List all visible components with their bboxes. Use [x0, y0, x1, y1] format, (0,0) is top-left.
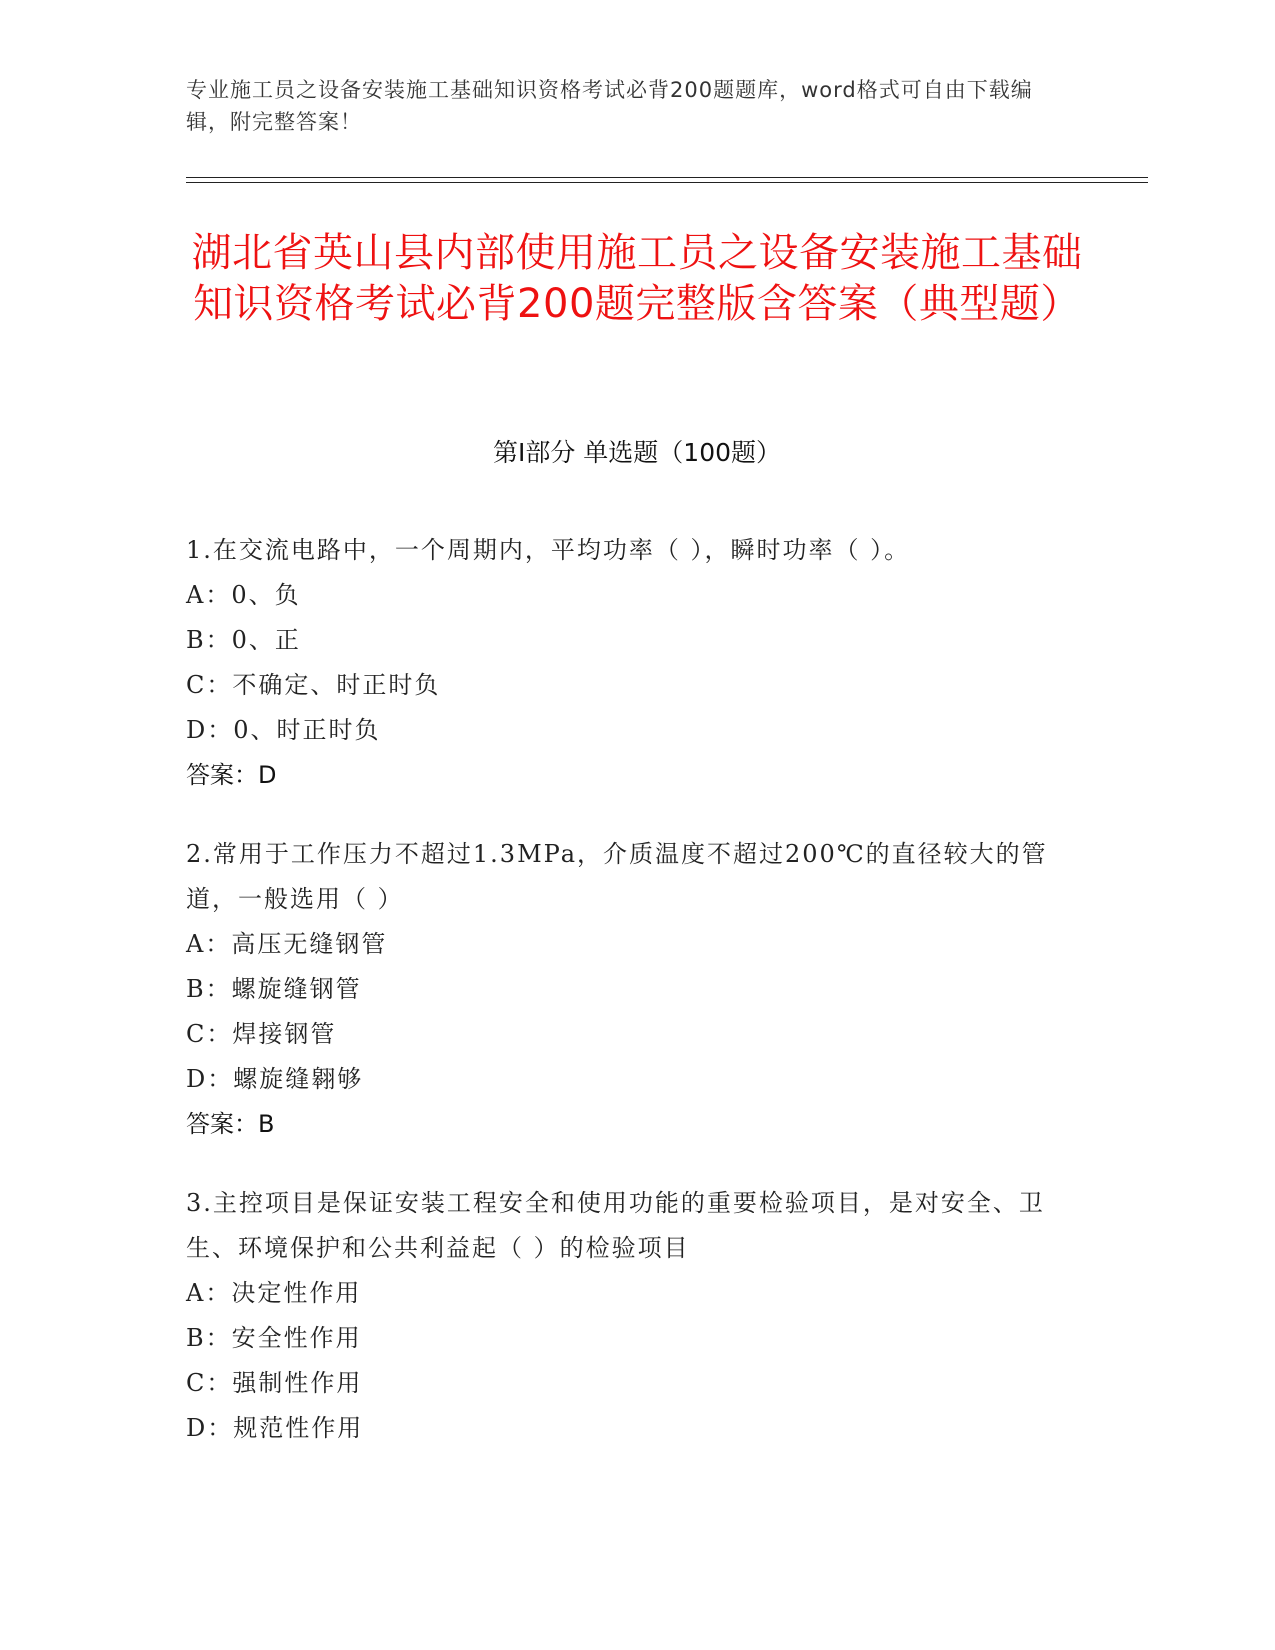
option-c: C：不确定、时正时负 — [186, 671, 441, 699]
section-title: 第I部分 单选题（100题） — [492, 438, 782, 467]
answer: 答案：B — [186, 1110, 275, 1138]
option-b: B：螺旋缝钢管 — [186, 975, 362, 1003]
header-note: 专业施工员之设备安装施工基础知识资格考试必背200题题库，word格式可自由下载编辑，附完整答案！ — [186, 78, 1033, 134]
question-3 — [186, 1181, 1066, 1451]
option-d: D：螺旋缝翱够 — [186, 1065, 364, 1093]
option-a: A：0、负 — [186, 581, 301, 609]
header-divider-bottom — [186, 182, 1148, 183]
option-c: C：强制性作用 — [186, 1369, 363, 1397]
question-stem: 2.常用于工作压力不超过1.3MPa，介质温度不超过200℃的直径较大的管道，一般选用（ ） — [186, 840, 1048, 913]
header-divider-top — [186, 177, 1148, 178]
option-b: B：0、正 — [186, 626, 301, 654]
option-c: C：焊接钢管 — [186, 1020, 337, 1048]
question-list — [186, 528, 1066, 1485]
document-title: 湖北省英山县内部使用施工员之设备安装施工基础知识资格考试必背200题完整版含答案（典型题） — [191, 230, 1083, 327]
option-b: B：安全性作用 — [186, 1324, 362, 1352]
answer: 答案：D — [186, 761, 277, 789]
option-a: A：决定性作用 — [186, 1279, 362, 1307]
question-1 — [186, 528, 1066, 798]
option-d: D：规范性作用 — [186, 1414, 364, 1442]
option-a: A：高压无缝钢管 — [186, 930, 388, 958]
option-d: D：0、时正时负 — [186, 716, 381, 744]
question-stem: 3.主控项目是保证安装工程安全和使用功能的重要检验项目，是对安全、卫生、环境保护和公共利益起（ ）的检验项目 — [186, 1189, 1045, 1262]
question-stem: 1.在交流电路中，一个周期内，平均功率（ ），瞬时功率（ ）。 — [186, 536, 911, 564]
question-2 — [186, 832, 1066, 1147]
